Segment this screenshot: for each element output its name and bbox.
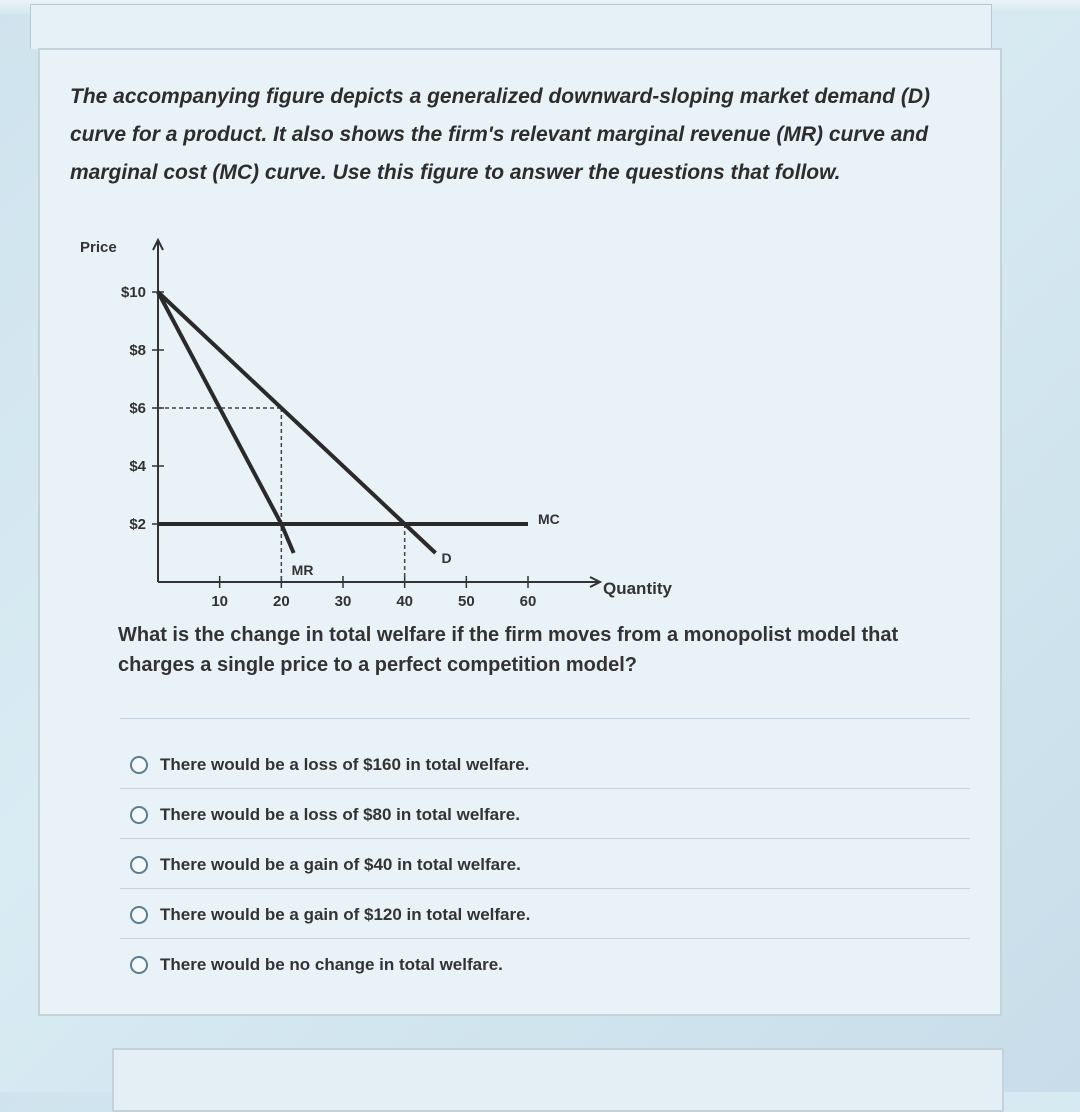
x-tick-label: 10 (211, 593, 229, 610)
divider (120, 938, 970, 939)
answer-options (130, 740, 980, 990)
x-tick-label: 20 (272, 593, 290, 610)
guide-lines (158, 408, 405, 582)
answer-option-label: There would be no change in total welfare. (160, 955, 503, 974)
answer-option-2[interactable] (130, 790, 980, 840)
divider (120, 888, 970, 889)
y-tick-label: $4 (129, 458, 146, 475)
axes (80, 239, 672, 598)
radio-button-icon[interactable] (130, 756, 148, 774)
x-tick-label: 60 (519, 593, 537, 610)
radio-button-icon[interactable] (130, 806, 148, 824)
answer-option-1[interactable] (130, 740, 980, 790)
series-label-d: D (441, 550, 452, 566)
radio-button-icon[interactable] (130, 906, 148, 924)
previous-card-edge (30, 4, 992, 49)
series-label-mc: MC (538, 511, 560, 527)
y-tick-label: $10 (120, 284, 146, 301)
y-axis-title: Price (80, 239, 117, 256)
chart-series (158, 292, 528, 553)
next-card-edge (112, 1048, 1004, 1112)
radio-button-icon[interactable] (130, 956, 148, 974)
x-tick-label: 30 (334, 593, 352, 610)
divider (120, 838, 970, 839)
question-intro: The accompanying figure depicts a generalized downward-sloping market demand (D) curve for a product. It also shows the firm's relevant marginal revenue (MR) curve and marginal cost (MC) curve. Use this figure to answer the questions that follow. (70, 85, 930, 184)
answer-option-5[interactable] (130, 940, 980, 990)
answer-option-3[interactable] (130, 840, 980, 890)
economics-figure (78, 230, 678, 615)
y-tick-label: $8 (129, 342, 146, 359)
question-prompt: What is the change in total welfare if the firm moves from a monopolist model that charges a single price to a perfect competition model? (118, 624, 899, 676)
answer-option-label: There would be a loss of $160 in total welfare. (160, 755, 530, 774)
answer-option-label: There would be a gain of $40 in total welfare. (160, 855, 521, 874)
answer-option-4[interactable] (130, 890, 980, 940)
y-tick-label: $6 (129, 400, 146, 417)
x-tick-label: 50 (457, 593, 475, 610)
demand-mr-mc-chart (78, 230, 678, 610)
series-label-mr: MR (291, 562, 314, 578)
answer-option-label: There would be a loss of $80 in total welfare. (160, 805, 520, 824)
series-mr-line (158, 292, 294, 553)
divider (120, 788, 970, 789)
series-d-line (158, 292, 436, 553)
question-card (38, 48, 1002, 1016)
radio-button-icon[interactable] (130, 856, 148, 874)
y-tick-label: $2 (129, 516, 146, 533)
x-axis-title: Quantity (603, 579, 672, 598)
answer-option-label: There would be a gain of $120 in total welfare. (160, 905, 531, 924)
x-tick-label: 40 (396, 593, 414, 610)
divider (120, 718, 970, 719)
axis-ticks (121, 284, 536, 610)
